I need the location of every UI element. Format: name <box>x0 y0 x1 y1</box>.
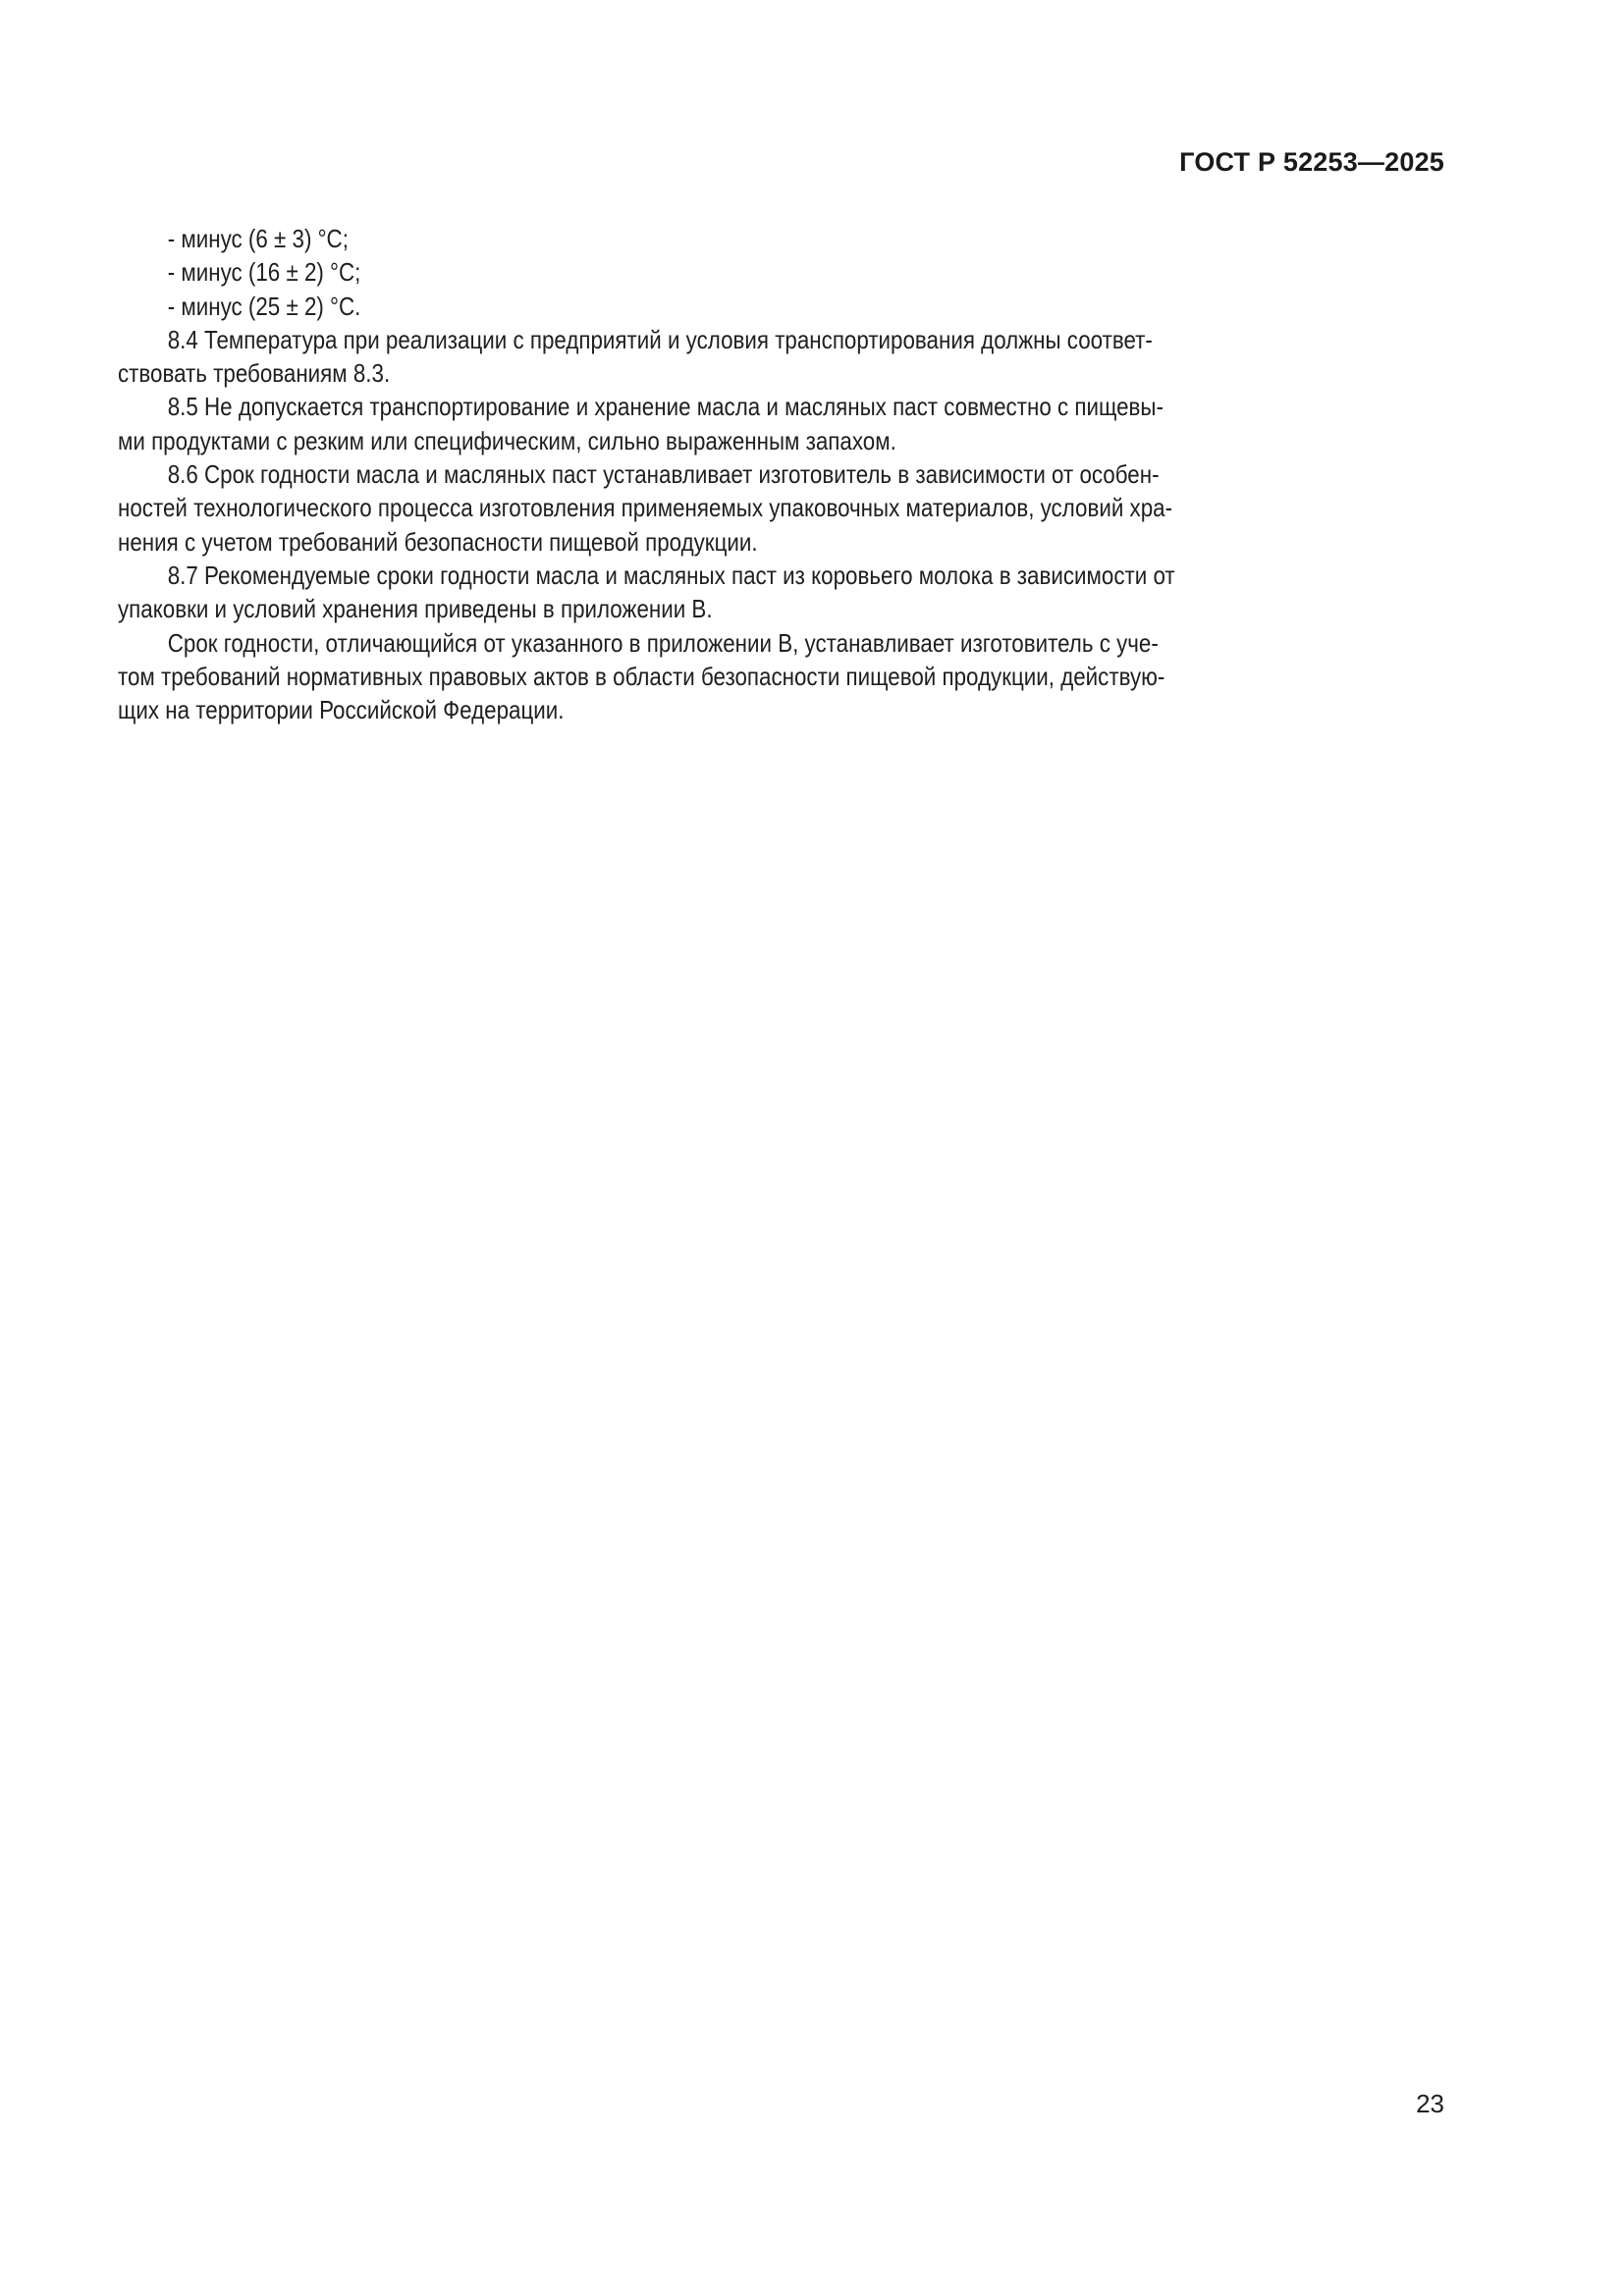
list-item: - минус (25 ± 2) °С. <box>167 291 361 321</box>
paragraph-line: 8.7 Рекомендуемые сроки годности масла и масляных паст из коровьего молока в зависимости от <box>167 560 1175 590</box>
page-number: 23 <box>1416 2089 1444 2118</box>
paragraph-line: 8.4 Температура при реализации с предприятий и условия транспортирования должны соответ- <box>167 324 1153 354</box>
paragraph-line: ствовать требованиям 8.3. <box>118 358 391 389</box>
paragraph-line: том требований нормативных правовых актов в области безопасности пищевой продукции, действую- <box>118 661 1165 691</box>
paragraph-8-7 <box>118 559 1443 626</box>
list-item: - минус (6 ± 3) °С; <box>167 224 349 253</box>
paragraph-8-4 <box>118 323 1443 391</box>
temperature-list <box>118 222 1443 323</box>
document-code-header: ГОСТ Р 52253—2025 <box>1179 147 1444 177</box>
paragraph-8-5 <box>118 390 1443 457</box>
paragraph-8-6 <box>118 457 1443 559</box>
paragraph-shelf-life-note <box>118 626 1443 727</box>
list-item: - минус (16 ± 2) °С; <box>167 257 361 288</box>
paragraph-line: упаковки и условий хранения приведены в приложении В. <box>118 594 713 624</box>
paragraph-line: ми продуктами с резким или специфическим, сильно выраженным запахом. <box>118 425 896 455</box>
paragraph-line: 8.5 Не допускается транспортирование и хранение масла и масляных паст совместно с пищевы- <box>167 392 1164 422</box>
document-body <box>118 222 1443 726</box>
paragraph-line: 8.6 Срок годности масла и масляных паст устанавливает изготовитель в зависимости от особен- <box>167 459 1160 490</box>
paragraph-line: Срок годности, отличающийся от указанного в приложении В, устанавливает изготовитель с уче- <box>167 627 1159 658</box>
paragraph-line: ностей технологического процесса изготовления применяемых упаковочных материалов, условий хра- <box>118 493 1173 523</box>
paragraph-line: щих на территории Российской Федерации. <box>118 695 565 725</box>
paragraph-line: нения с учетом требований безопасности пищевой продукции. <box>118 526 758 557</box>
